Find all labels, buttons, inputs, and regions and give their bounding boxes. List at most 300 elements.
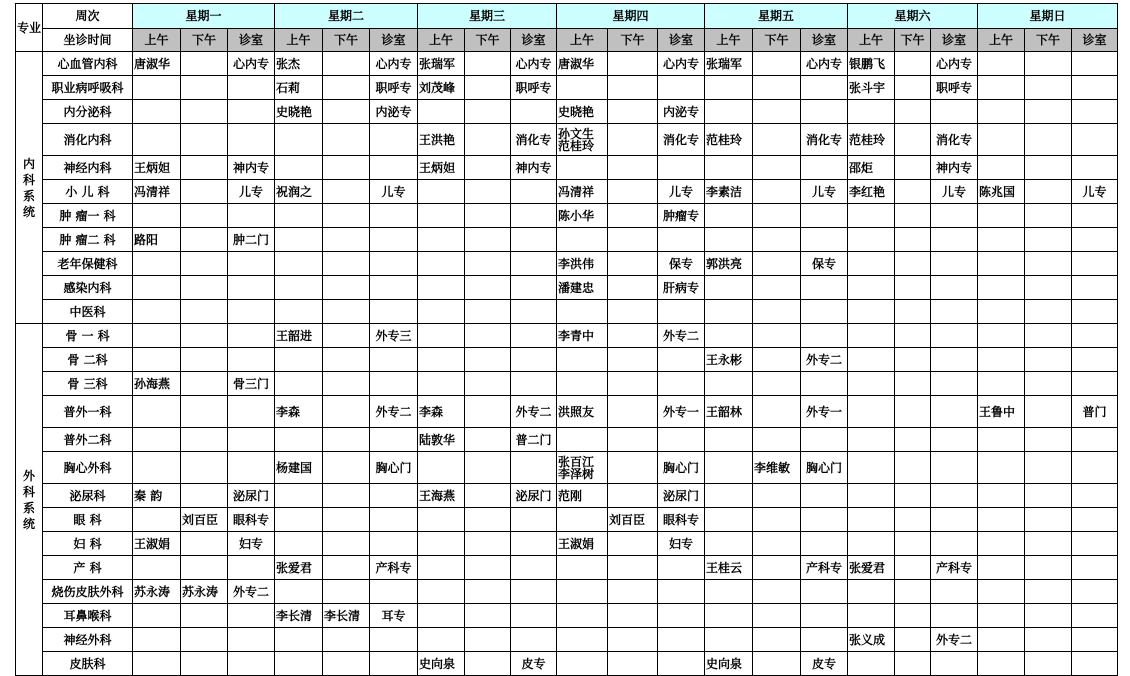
session-header: 下午 <box>608 29 658 52</box>
clinic-room-cell <box>1072 300 1118 324</box>
doctor-cell <box>1025 628 1072 652</box>
clinic-room-cell <box>1072 124 1118 156</box>
clinic-room-cell <box>931 100 978 124</box>
clinic-room-cell <box>370 204 418 228</box>
doctor-cell <box>275 276 323 300</box>
doctor-cell <box>895 156 931 180</box>
clinic-room-cell <box>228 204 275 228</box>
doctor-cell <box>557 428 608 452</box>
doctor-cell: 苏永涛 <box>133 580 181 604</box>
clinic-room-cell: 心内专 <box>511 52 557 76</box>
table-row <box>16 124 1118 156</box>
doctor-cell: 苏永涛 <box>181 580 228 604</box>
doctor-cell <box>753 228 801 252</box>
clinic-room-cell: 胸心门 <box>658 452 705 484</box>
doctor-cell <box>608 228 658 252</box>
doctor-cell <box>608 396 658 428</box>
doctor-cell <box>181 556 228 580</box>
clinic-room-cell <box>801 300 848 324</box>
doctor-cell: 陆敦华 <box>418 428 465 452</box>
doctor-cell <box>133 508 181 532</box>
doctor-cell: 邵炬 <box>848 156 895 180</box>
clinic-room-cell <box>511 324 557 348</box>
table-row <box>16 100 1118 124</box>
doctor-cell <box>753 124 801 156</box>
doctor-cell <box>978 276 1025 300</box>
doctor-cell <box>323 348 370 372</box>
department-name: 肿 瘤一 科 <box>43 204 133 228</box>
clinic-room-cell: 心内专 <box>370 52 418 76</box>
clinic-room-cell: 内泌专 <box>658 100 705 124</box>
doctor-cell: 王鲁中 <box>978 396 1025 428</box>
doctor-cell <box>753 652 801 676</box>
clinic-room-cell <box>658 652 705 676</box>
clinic-room-cell <box>1072 324 1118 348</box>
doctor-cell <box>557 508 608 532</box>
doctor-cell <box>323 396 370 428</box>
doctor-cell <box>1025 52 1072 76</box>
doctor-cell: 李素洁 <box>705 180 753 204</box>
doctor-cell <box>895 276 931 300</box>
doctor-cell <box>895 300 931 324</box>
doctor-cell <box>705 452 753 484</box>
clinic-room-cell: 职呼专 <box>370 76 418 100</box>
doctor-cell <box>323 428 370 452</box>
clinic-room-cell: 消化专 <box>931 124 978 156</box>
doctor-cell <box>275 348 323 372</box>
doctor-cell <box>275 228 323 252</box>
clinic-room-cell <box>228 604 275 628</box>
doctor-cell <box>608 580 658 604</box>
doctor-cell <box>978 204 1025 228</box>
doctor-cell <box>418 276 465 300</box>
doctor-cell <box>848 532 895 556</box>
clinic-room-cell <box>228 652 275 676</box>
doctor-cell: 张爱君 <box>275 556 323 580</box>
clinic-room-cell <box>1072 156 1118 180</box>
clinic-room-cell: 神内专 <box>511 156 557 180</box>
clinic-room-cell <box>801 100 848 124</box>
doctor-cell: 张百江 李泽树 <box>557 452 608 484</box>
clinic-room-cell: 产科专 <box>931 556 978 580</box>
clinic-room-cell <box>511 508 557 532</box>
table-row <box>16 76 1118 100</box>
doctor-cell <box>895 580 931 604</box>
doctor-cell <box>133 124 181 156</box>
doctor-cell <box>1025 532 1072 556</box>
doctor-cell <box>181 628 228 652</box>
table-row <box>16 604 1118 628</box>
doctor-cell <box>895 324 931 348</box>
session-header: 下午 <box>323 29 370 52</box>
clinic-room-cell <box>228 300 275 324</box>
doctor-cell <box>133 652 181 676</box>
doctor-cell: 李长清 <box>323 604 370 628</box>
doctor-cell <box>978 156 1025 180</box>
clinic-room-cell: 神内专 <box>931 156 978 180</box>
doctor-cell <box>465 580 511 604</box>
clinic-room-cell <box>801 508 848 532</box>
table-row <box>16 52 1118 76</box>
clinic-room-cell <box>658 580 705 604</box>
doctor-cell <box>323 52 370 76</box>
doctor-cell <box>181 204 228 228</box>
clinic-room-cell: 产科专 <box>370 556 418 580</box>
doctor-cell <box>895 100 931 124</box>
doctor-cell: 范桂玲 <box>848 124 895 156</box>
doctor-cell <box>608 76 658 100</box>
doctor-cell: 洪照友 <box>557 396 608 428</box>
clinic-room-cell <box>658 76 705 100</box>
doctor-cell <box>608 452 658 484</box>
doctor-cell <box>418 532 465 556</box>
doctor-cell <box>848 276 895 300</box>
clinic-room-cell <box>370 372 418 396</box>
clinic-room-cell <box>931 580 978 604</box>
doctor-cell <box>181 180 228 204</box>
clinic-room-cell <box>511 100 557 124</box>
doctor-cell <box>705 156 753 180</box>
doctor-cell <box>608 604 658 628</box>
clinic-room-cell: 儿专 <box>228 180 275 204</box>
doctor-cell <box>848 228 895 252</box>
session-header: 上午 <box>848 29 895 52</box>
clinic-room-cell <box>511 276 557 300</box>
clinic-room-cell <box>511 628 557 652</box>
session-header: 下午 <box>753 29 801 52</box>
doctor-cell <box>181 604 228 628</box>
clinic-room-cell <box>1072 204 1118 228</box>
clinic-room-cell <box>228 428 275 452</box>
doctor-cell <box>608 556 658 580</box>
doctor-cell <box>323 156 370 180</box>
doctor-cell <box>753 324 801 348</box>
doctor-cell <box>753 276 801 300</box>
doctor-cell <box>753 396 801 428</box>
doctor-cell: 李森 <box>275 396 323 428</box>
doctor-cell <box>465 52 511 76</box>
session-header: 下午 <box>465 29 511 52</box>
doctor-cell <box>848 652 895 676</box>
doctor-cell <box>1025 556 1072 580</box>
doctor-cell: 王炳妲 <box>418 156 465 180</box>
clinic-room-cell <box>511 580 557 604</box>
department-name: 普外二科 <box>43 428 133 452</box>
doctor-cell <box>418 300 465 324</box>
doctor-cell <box>1025 180 1072 204</box>
doctor-cell <box>848 508 895 532</box>
system-label-text: 内科系统 <box>22 156 35 219</box>
doctor-cell <box>181 396 228 428</box>
session-header: 上午 <box>705 29 753 52</box>
session-header: 诊室 <box>931 29 978 52</box>
header-row-days <box>16 4 1118 29</box>
clinic-room-cell: 外专二 <box>511 396 557 428</box>
doctor-cell <box>848 348 895 372</box>
clinic-room-cell: 外专一 <box>658 396 705 428</box>
doctor-cell <box>895 372 931 396</box>
doctor-cell <box>608 180 658 204</box>
clinic-room-cell <box>931 372 978 396</box>
clinic-room-cell: 泌尿门 <box>511 484 557 508</box>
doctor-cell <box>895 532 931 556</box>
clinic-room-cell <box>370 124 418 156</box>
department-name: 小 儿 科 <box>43 180 133 204</box>
clinic-room-cell: 外专二 <box>801 348 848 372</box>
doctor-cell <box>895 556 931 580</box>
doctor-cell <box>608 324 658 348</box>
doctor-cell <box>848 452 895 484</box>
doctor-cell <box>418 100 465 124</box>
doctor-cell <box>557 300 608 324</box>
clinic-room-cell: 肝病专 <box>658 276 705 300</box>
doctor-cell <box>978 124 1025 156</box>
clinic-room-cell <box>228 276 275 300</box>
doctor-cell <box>608 428 658 452</box>
doctor-cell <box>608 300 658 324</box>
doctor-cell <box>978 556 1025 580</box>
clinic-room-cell <box>1072 604 1118 628</box>
clinic-room-cell: 外专二 <box>658 324 705 348</box>
doctor-cell <box>465 652 511 676</box>
session-header: 上午 <box>275 29 323 52</box>
doctor-cell <box>848 372 895 396</box>
clinic-room-cell <box>931 428 978 452</box>
clinic-room-cell <box>228 324 275 348</box>
doctor-cell <box>978 324 1025 348</box>
table-row <box>16 396 1118 428</box>
clinic-room-cell <box>801 276 848 300</box>
department-name: 皮肤科 <box>43 652 133 676</box>
clinic-room-cell <box>801 372 848 396</box>
doctor-cell <box>418 580 465 604</box>
clinic-room-cell: 心内专 <box>228 52 275 76</box>
day-header: 星期四 <box>557 4 705 29</box>
clinic-room-cell: 眼科专 <box>228 508 275 532</box>
doctor-cell <box>133 556 181 580</box>
clinic-room-cell <box>228 396 275 428</box>
doctor-cell <box>418 180 465 204</box>
clinic-room-cell <box>931 324 978 348</box>
doctor-cell <box>557 604 608 628</box>
doctor-cell <box>753 52 801 76</box>
clinic-room-cell <box>1072 452 1118 484</box>
doctor-cell <box>978 604 1025 628</box>
department-name: 神经内科 <box>43 156 133 180</box>
clinic-room-cell <box>658 348 705 372</box>
doctor-cell <box>608 124 658 156</box>
clinic-room-cell <box>1072 372 1118 396</box>
doctor-cell <box>181 532 228 556</box>
department-name: 内分泌科 <box>43 100 133 124</box>
doctor-cell <box>181 324 228 348</box>
doctor-cell <box>323 204 370 228</box>
clinic-room-cell: 神内专 <box>228 156 275 180</box>
doctor-cell <box>895 228 931 252</box>
doctor-cell <box>978 484 1025 508</box>
doctor-cell <box>133 628 181 652</box>
clinic-room-cell: 胸心门 <box>801 452 848 484</box>
doctor-cell: 张杰 <box>275 52 323 76</box>
clinic-room-cell: 妇专 <box>228 532 275 556</box>
clinic-room-cell: 儿专 <box>931 180 978 204</box>
doctor-cell <box>133 300 181 324</box>
doctor-cell <box>557 556 608 580</box>
clinic-room-cell: 外专二 <box>931 628 978 652</box>
doctor-cell <box>705 532 753 556</box>
doctor-cell <box>1025 484 1072 508</box>
doctor-cell <box>181 76 228 100</box>
doctor-cell <box>978 300 1025 324</box>
clinic-room-cell <box>370 252 418 276</box>
department-name: 骨 二科 <box>43 348 133 372</box>
doctor-cell <box>418 508 465 532</box>
doctor-cell <box>978 452 1025 484</box>
doctor-cell <box>465 276 511 300</box>
department-name: 眼 科 <box>43 508 133 532</box>
doctor-cell <box>557 580 608 604</box>
system-label <box>16 52 43 324</box>
doctor-cell <box>181 372 228 396</box>
clinic-room-cell <box>1072 252 1118 276</box>
department-name: 消化内科 <box>43 124 133 156</box>
doctor-cell: 杨建国 <box>275 452 323 484</box>
doctor-cell <box>1025 124 1072 156</box>
clinic-room-cell <box>228 628 275 652</box>
doctor-cell <box>465 396 511 428</box>
clinic-room-cell <box>1072 484 1118 508</box>
doctor-cell <box>275 652 323 676</box>
table-row <box>16 228 1118 252</box>
clinic-room-cell <box>931 396 978 428</box>
doctor-cell <box>465 556 511 580</box>
clinic-room-cell: 儿专 <box>801 180 848 204</box>
doctor-cell: 李洪伟 <box>557 252 608 276</box>
doctor-cell <box>753 508 801 532</box>
clinic-room-cell: 皮专 <box>801 652 848 676</box>
doctor-cell <box>133 76 181 100</box>
doctor-cell <box>978 76 1025 100</box>
doctor-cell <box>753 484 801 508</box>
doctor-cell <box>978 628 1025 652</box>
doctor-cell <box>705 428 753 452</box>
doctor-cell <box>181 276 228 300</box>
doctor-cell <box>418 252 465 276</box>
doctor-cell <box>557 228 608 252</box>
doctor-cell <box>181 652 228 676</box>
department-name: 心血管内科 <box>43 52 133 76</box>
clinic-schedule-table <box>15 3 1118 676</box>
doctor-cell <box>753 604 801 628</box>
doctor-cell <box>848 204 895 228</box>
doctor-cell <box>323 532 370 556</box>
doctor-cell: 潘建忠 <box>557 276 608 300</box>
doctor-cell <box>608 628 658 652</box>
clinic-room-cell <box>658 372 705 396</box>
doctor-cell: 张瑞军 <box>418 52 465 76</box>
doctor-cell <box>418 604 465 628</box>
table-row <box>16 532 1118 556</box>
clinic-room-cell: 儿专 <box>658 180 705 204</box>
doctor-cell <box>895 348 931 372</box>
doctor-cell <box>608 100 658 124</box>
doctor-cell <box>705 604 753 628</box>
doctor-cell <box>275 532 323 556</box>
clinic-room-cell <box>801 76 848 100</box>
doctor-cell <box>895 428 931 452</box>
doctor-cell <box>133 204 181 228</box>
clinic-room-cell: 骨三门 <box>228 372 275 396</box>
clinic-room-cell <box>1072 276 1118 300</box>
doctor-cell <box>465 156 511 180</box>
session-header: 诊室 <box>511 29 557 52</box>
session-header: 诊室 <box>801 29 848 52</box>
doctor-cell <box>181 124 228 156</box>
doctor-cell: 李长清 <box>275 604 323 628</box>
department-name: 妇 科 <box>43 532 133 556</box>
doctor-cell <box>275 580 323 604</box>
clinic-room-cell <box>801 628 848 652</box>
doctor-cell <box>465 100 511 124</box>
doctor-cell: 王炳妲 <box>133 156 181 180</box>
doctor-cell <box>753 556 801 580</box>
doctor-cell <box>465 508 511 532</box>
doctor-cell: 冯清祥 <box>557 180 608 204</box>
doctor-cell <box>418 452 465 484</box>
clinic-room-cell <box>801 532 848 556</box>
doctor-cell <box>465 452 511 484</box>
clinic-room-cell <box>801 204 848 228</box>
doctor-cell <box>557 156 608 180</box>
doctor-cell: 秦 韵 <box>133 484 181 508</box>
doctor-cell <box>181 300 228 324</box>
table-row <box>16 372 1118 396</box>
clinic-room-cell <box>1072 100 1118 124</box>
doctor-cell <box>1025 228 1072 252</box>
table-row <box>16 252 1118 276</box>
table-row <box>16 276 1118 300</box>
doctor-cell <box>1025 652 1072 676</box>
doctor-cell <box>753 348 801 372</box>
department-name: 感染内科 <box>43 276 133 300</box>
doctor-cell <box>181 348 228 372</box>
doctor-cell <box>557 652 608 676</box>
doctor-cell <box>705 300 753 324</box>
clinic-room-cell: 耳专 <box>370 604 418 628</box>
doctor-cell <box>181 252 228 276</box>
doctor-cell <box>133 324 181 348</box>
clinic-room-cell <box>228 76 275 100</box>
doctor-cell <box>705 508 753 532</box>
department-name: 神经外科 <box>43 628 133 652</box>
clinic-room-cell <box>801 156 848 180</box>
clinic-room-cell <box>931 484 978 508</box>
doctor-cell <box>1025 452 1072 484</box>
clinic-room-cell <box>228 556 275 580</box>
header-row-sessions <box>16 29 1118 52</box>
doctor-cell <box>418 324 465 348</box>
session-header: 诊室 <box>1072 29 1118 52</box>
clinic-room-cell <box>658 156 705 180</box>
clinic-room-cell <box>1072 228 1118 252</box>
clinic-room-cell <box>370 628 418 652</box>
clinic-room-cell: 普门 <box>1072 396 1118 428</box>
doctor-cell: 冯清祥 <box>133 180 181 204</box>
clinic-room-cell <box>801 228 848 252</box>
doctor-cell <box>978 652 1025 676</box>
clinic-room-cell <box>370 580 418 604</box>
session-header: 下午 <box>181 29 228 52</box>
